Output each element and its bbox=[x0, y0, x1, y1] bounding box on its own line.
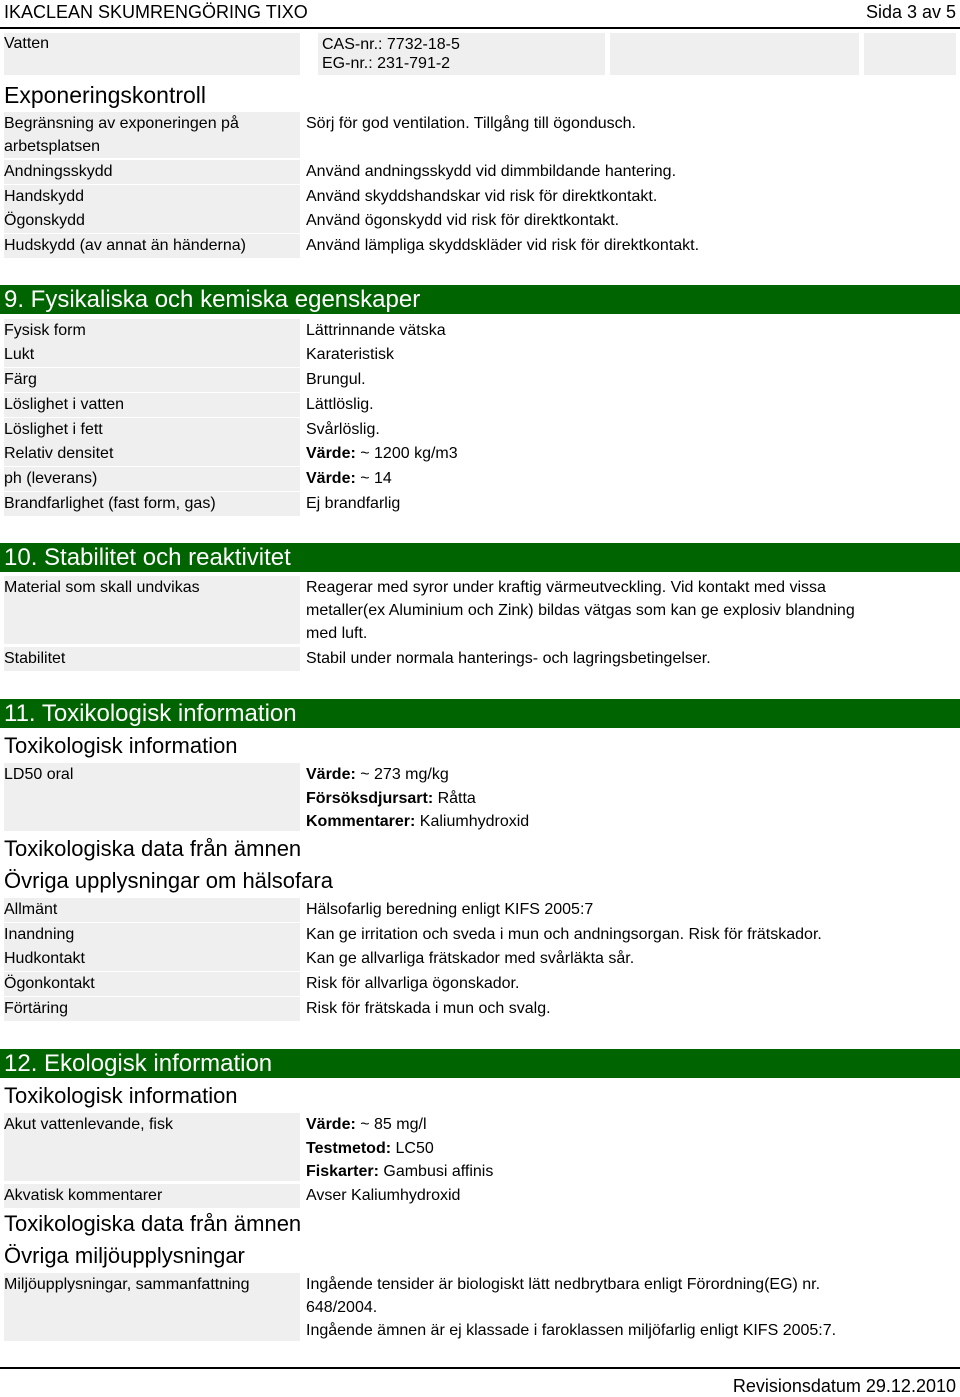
ld50-value bbox=[306, 763, 956, 834]
section-12-header: 12. Ekologisk information bbox=[0, 1049, 960, 1078]
fish-value bbox=[306, 1113, 956, 1184]
exposure-value: Använd andningsskydd vid dimmbildande hantering. bbox=[306, 163, 677, 180]
health-value: Risk för allvarliga ögonskador. bbox=[306, 975, 520, 992]
fish-line bbox=[306, 1137, 956, 1161]
text-line: Ingående tensider är biologiskt lätt nedbrytbara enligt Förordning(EG) nr. bbox=[306, 1276, 821, 1293]
value-key: Värde: bbox=[306, 445, 356, 462]
fish-label: Akut vattenlevande, fisk bbox=[4, 1113, 300, 1181]
value-text: Kaliumhydroxid bbox=[415, 813, 530, 830]
subsection-title: Toxikologiska data från ämnen bbox=[4, 836, 302, 861]
ld50-line bbox=[306, 763, 956, 787]
stability-value: Stabil under normala hanterings- och lagringsbetingelser. bbox=[306, 650, 711, 667]
footer-rule bbox=[0, 1367, 960, 1369]
subsection-title: Övriga miljöupplysningar bbox=[4, 1243, 245, 1268]
property-label: Löslighet i vatten bbox=[4, 393, 300, 417]
component-ids-cell bbox=[318, 33, 605, 75]
revision-date: Revisionsdatum 29.12.2010 bbox=[732, 1376, 956, 1396]
property-label: Brandfarlighet (fast form, gas) bbox=[4, 492, 300, 516]
text-line: Ingående ämnen är ej klassade i faroklassen miljöfarlig enligt KIFS 2005:7. bbox=[306, 1322, 837, 1339]
ld50-label: LD50 oral bbox=[4, 763, 300, 831]
property-value bbox=[306, 442, 956, 466]
property-value: Brungul. bbox=[306, 371, 366, 388]
subsection-title: Toxikologisk information bbox=[4, 733, 238, 758]
exposure-value: Använd skyddshandskar vid risk för direktkontakt. bbox=[306, 188, 658, 205]
value-text: ~ 1200 kg/m3 bbox=[355, 445, 458, 462]
section-10-header: 10. Stabilitet och reaktivitet bbox=[0, 543, 960, 572]
text-line: 648/2004. bbox=[306, 1299, 378, 1316]
component-empty-cell bbox=[610, 33, 859, 75]
health-value: Kan ge irritation och sveda i mun och andningsorgan. Risk för frätskador. bbox=[306, 926, 822, 943]
product-name: IKACLEAN SKUMRENGÖRING TIXO bbox=[4, 2, 308, 22]
exposure-value: Sörj för god ventilation. Tillgång till ögondusch. bbox=[306, 115, 636, 132]
property-value: Svårlöslig. bbox=[306, 421, 380, 438]
exposure-value: Använd lämpliga skyddskläder vid risk för direktkontakt. bbox=[306, 237, 700, 254]
health-label: Ögonkontakt bbox=[4, 972, 300, 996]
value-text: LC50 bbox=[391, 1139, 434, 1157]
text-line: metaller(ex Aluminium och Zink) bildas vätgas som kan ge explosiv blandning bbox=[306, 602, 855, 619]
environment-value bbox=[306, 1273, 956, 1342]
property-value bbox=[306, 467, 956, 491]
property-label: Relativ densitet bbox=[4, 442, 300, 466]
property-value: Lättrinnande vätska bbox=[306, 322, 446, 339]
value-key: Testmetod: bbox=[306, 1139, 392, 1157]
aquatic-value: Avser Kaliumhydroxid bbox=[306, 1187, 461, 1204]
value-key: Värde: bbox=[306, 470, 356, 487]
exposure-title: Exponeringskontroll bbox=[4, 82, 207, 108]
component-name-cell bbox=[4, 33, 300, 75]
health-label: Allmänt bbox=[4, 898, 300, 922]
header-rule bbox=[0, 27, 960, 29]
value-key: Fiskarter: bbox=[306, 1163, 379, 1180]
stability-label: Material som skall undvikas bbox=[4, 576, 300, 644]
value-text: Gambusi affinis bbox=[378, 1163, 494, 1180]
health-label: Inandning bbox=[4, 923, 300, 947]
value-key: Kommentarer: bbox=[306, 813, 416, 830]
subsection-title: Övriga upplysningar om hälsofara bbox=[4, 868, 333, 893]
exposure-value: Använd ögonskydd vid risk för direktkontakt. bbox=[306, 212, 620, 229]
stability-label: Stabilitet bbox=[4, 647, 300, 671]
health-value: Hälsofarlig beredning enligt KIFS 2005:7 bbox=[306, 901, 594, 918]
eg-number: EG-nr.: 231-791-2 bbox=[322, 55, 451, 72]
property-value: Ej brandfarlig bbox=[306, 495, 401, 512]
property-label: ph (leverans) bbox=[4, 467, 300, 491]
property-value: Lättlöslig. bbox=[306, 396, 374, 413]
value-key: Värde: bbox=[306, 1116, 356, 1133]
text-line: med luft. bbox=[306, 625, 368, 642]
value-key: Försöksdjursart: bbox=[306, 789, 434, 807]
property-label: Lukt bbox=[4, 343, 300, 367]
aquatic-label: Akvatisk kommentarer bbox=[4, 1184, 300, 1208]
exposure-label: Handskydd bbox=[4, 185, 300, 209]
ld50-line bbox=[306, 810, 956, 834]
health-value: Risk för frätskada i mun och svalg. bbox=[306, 1000, 551, 1017]
component-name: Vatten bbox=[4, 35, 50, 52]
cas-number: CAS-nr.: 7732-18-5 bbox=[322, 36, 460, 53]
stability-value bbox=[306, 576, 956, 645]
property-label: Färg bbox=[4, 368, 300, 392]
section-9-header: 9. Fysikaliska och kemiska egenskaper bbox=[0, 285, 960, 314]
health-value: Kan ge allvarliga frätskador med svårläkta sår. bbox=[306, 950, 635, 967]
exposure-label: Andningsskydd bbox=[4, 160, 300, 184]
subsection-title: Toxikologiska data från ämnen bbox=[4, 1211, 302, 1236]
property-label: Löslighet i fett bbox=[4, 418, 300, 442]
fish-line bbox=[306, 1113, 956, 1137]
text-line: Reagerar med syror under kraftig värmeutveckling. Vid kontakt med vissa bbox=[306, 579, 826, 596]
section-11-header: 11. Toxikologisk information bbox=[0, 699, 960, 728]
value-text: ~ 85 mg/l bbox=[355, 1116, 427, 1133]
health-label: Förtäring bbox=[4, 997, 300, 1021]
component-empty-cell-2 bbox=[864, 33, 956, 75]
value-text: Råtta bbox=[433, 789, 476, 807]
health-label: Hudkontakt bbox=[4, 947, 300, 971]
fish-line bbox=[306, 1160, 956, 1184]
subsection-title: Toxikologisk information bbox=[4, 1083, 238, 1108]
value-key: Värde: bbox=[306, 766, 356, 783]
property-value: Karateristisk bbox=[306, 346, 395, 363]
ld50-line bbox=[306, 787, 956, 811]
property-label: Fysisk form bbox=[4, 319, 300, 343]
exposure-label: Ögonskydd bbox=[4, 209, 300, 233]
value-text: ~ 14 bbox=[355, 470, 392, 487]
environment-label: Miljöupplysningar, sammanfattning bbox=[4, 1273, 300, 1341]
page-number: Sida 3 av 5 bbox=[865, 2, 956, 22]
value-text: ~ 273 mg/kg bbox=[355, 766, 449, 783]
exposure-label: Begränsning av exponeringen på arbetsplatsen bbox=[4, 112, 300, 158]
exposure-label: Hudskydd (av annat än händerna) bbox=[4, 234, 300, 258]
